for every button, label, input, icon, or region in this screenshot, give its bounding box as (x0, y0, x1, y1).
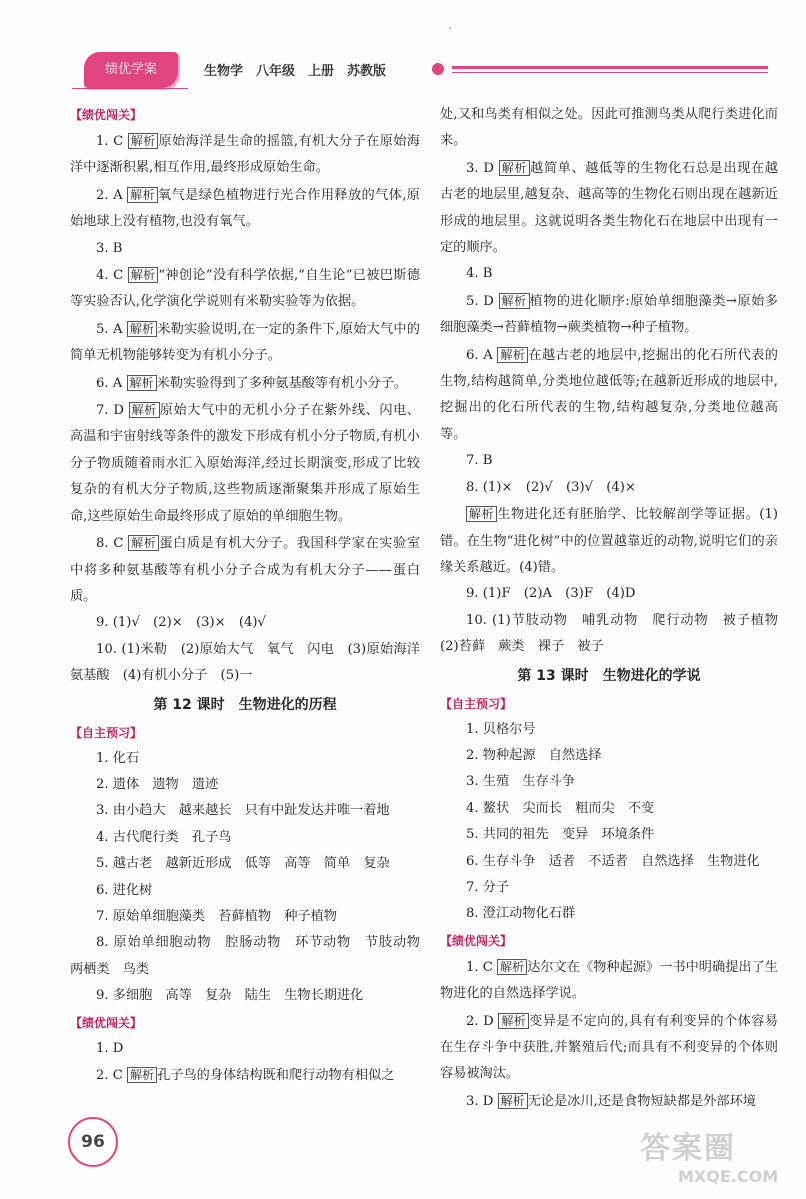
analysis-text: 达尔文在《物种起源》一书中明确提出了生物进化的自然选择学说。 (440, 959, 778, 1002)
analysis-text: “神创论”没有科学依据,“自生论”已被巴斯德等实验否认,化学演化学说则有米勒实验等为依据。 (70, 268, 420, 310)
answer-item: 4. 鳌状 尖而长 粗而尖 不变 (466, 800, 655, 816)
answer-item: 5. 共同的祖先 变异 环境条件 (466, 827, 655, 843)
answer-item: 9. (1)F (2)A (3)F (4)D (466, 586, 636, 602)
answer-item (440, 954, 778, 1008)
answer-number: 8. C (96, 536, 124, 552)
answer-item: 8. 澄江动物化石群 (466, 906, 576, 922)
answer-item (440, 288, 778, 342)
analysis-text: 米勒实验说明,在一定的条件下,原始大气中的简单无机物能够转变为有机小分子。 (70, 321, 420, 364)
answer-item: 8. 原始单细胞动物 腔肠动物 环节动物 节肢动物 两栖类 鸟类 (70, 935, 434, 977)
answer-item: 5. 越古老 越新近形成 低等 高等 简单 复杂 (96, 856, 390, 872)
header-dot-icon (432, 63, 444, 75)
answer-item: 10. (1)米勒 (2)原始大气 氧气 闪电 (3)原始海洋 氨基酸 (4)有机小分子 (5)一 (70, 641, 434, 684)
answer-number: 2. A (96, 187, 123, 203)
left-column (70, 102, 434, 1089)
answer-item (70, 370, 420, 397)
analysis-label: 解析 (498, 1013, 529, 1029)
answer-number: 2. D (466, 1013, 494, 1029)
answer-item (440, 1088, 778, 1115)
answer-item: 9. 多细胞 高等 复杂 陆生 生物长期进化 (96, 988, 364, 1004)
watermark-logo (640, 1130, 780, 1190)
answer-item: 2. 遗体 遗物 遗迹 (96, 776, 219, 792)
answer-item (440, 155, 778, 262)
watermark-url: MXQE.COM (678, 1167, 779, 1186)
answer-number: 3. D (466, 160, 494, 176)
analysis-label: 解析 (497, 347, 528, 363)
analysis-text: 原始海洋是生命的摇篮,有机大分子在原始海洋中逐渐积累,相互作用,最终形成原始生命。 (70, 134, 420, 176)
header-rule (452, 66, 768, 69)
section-tag: 【自主预习】 (70, 725, 143, 740)
answer-continued: 处,又和鸟类有相似之处。因此可推测鸟类从爬行类进化而来。 (440, 107, 778, 149)
analysis-label: 解析 (129, 402, 160, 418)
analysis-label: 解析 (466, 506, 497, 522)
lesson-title: 第 12 课时 生物进化的历程 (153, 696, 337, 713)
analysis-label: 解析 (127, 1067, 157, 1083)
lesson-title: 第 13 课时 生物进化的学说 (517, 667, 701, 684)
answer-item: 3. B (96, 240, 123, 256)
answer-item: 7. 原始单细胞藻类 苔藓植物 种子植物 (96, 908, 337, 924)
answer-number: 1. C (96, 134, 124, 149)
answer-number: 6. A (466, 347, 493, 363)
answer-item: 1. D (96, 1040, 124, 1056)
answer-item (70, 1062, 420, 1089)
section-tag: 【自主预习】 (440, 696, 513, 711)
answer-item: 8. (1)× (2)√ (3)√ (4)× (466, 479, 636, 495)
scan-mark: ` (448, 28, 453, 39)
answer-item: 6. 生存斗争 适者 不适者 自然选择 生物进化 (466, 853, 760, 869)
analysis-label: 解析 (128, 133, 159, 149)
analysis-label: 解析 (498, 1093, 528, 1109)
answer-item: 6. 进化树 (96, 882, 153, 898)
answer-item: 1. 贝格尔号 (466, 721, 536, 737)
answer-item (70, 182, 420, 236)
answer-number: 1. C (466, 959, 493, 975)
analysis-label: 解析 (128, 535, 159, 551)
analysis-label: 解析 (497, 959, 527, 975)
answer-item (440, 342, 778, 449)
answer-number: 5. D (466, 293, 494, 309)
answer-item (70, 262, 420, 316)
answer-item (70, 397, 420, 530)
analysis-label: 解析 (127, 321, 157, 337)
answer-item (70, 316, 420, 370)
page-header (0, 0, 806, 100)
answer-item (440, 1008, 778, 1088)
answer-number: 3. D (466, 1093, 494, 1109)
analysis-label: 解析 (499, 293, 530, 309)
analysis-label: 解析 (499, 160, 530, 176)
answer-item: 1. 化石 (96, 750, 140, 766)
answer-item: 4. 古代爬行类 孔子鸟 (96, 829, 232, 845)
answer-number: 5. A (96, 321, 123, 337)
analysis-label: 解析 (127, 375, 157, 391)
section-tag: 【绩优闯关】 (70, 108, 143, 122)
right-column (440, 102, 792, 1115)
analysis-text: 蛋白质是有机大分子。我国科学家在实验室中将多种氨基酸等有机小分子合成为有机大分子——蛋白质。 (70, 536, 420, 604)
answer-item: 3. 生殖 生存斗争 (466, 774, 576, 790)
answer-number: 6. A (96, 375, 123, 391)
section-tag: 【绩优闯关】 (440, 933, 513, 948)
page-number: 96 (68, 1117, 118, 1167)
section-tag: 【绩优闯关】 (70, 1015, 143, 1030)
answer-item (70, 128, 420, 182)
answer-item: 7. 分子 (466, 879, 510, 895)
answer-item: 7. B (466, 453, 493, 469)
analysis-text: 米勒实验得到了多种氨基酸等有机小分子。 (156, 375, 408, 391)
brand-underline (72, 88, 188, 89)
analysis-label: 解析 (127, 187, 158, 203)
answer-number: 4. C (96, 268, 124, 284)
answer-item: 3. 由小趋大 越来越长 只有中趾发达并唯一着地 (96, 803, 390, 819)
answer-item: 9. (1)√ (2)× (3)× (4)√ (96, 615, 266, 631)
answer-number: 2. C (96, 1068, 123, 1083)
watermark-text: 答案圈 (640, 1131, 736, 1166)
brand-badge: 绩优学案 (84, 52, 178, 88)
analysis-text: 植物的进化顺序:原始单细胞藻类→原始多细胞藻类→苔藓植物→蕨类植物→种子植物。 (440, 293, 778, 336)
answer-item: 2. 物种起源 自然选择 (466, 747, 602, 763)
answer-item: 4. B (466, 266, 493, 282)
book-info: 生物学 八年级 上册 苏教版 (204, 64, 387, 79)
analysis-text: 无论是冰川,还是食物短缺都是外部环境 (527, 1093, 756, 1109)
analysis-text: 原始大气中的无机小分子在紫外线、闪电、高温和宇宙射线等条件的激发下形成有机小分子物质,有机小分子物质随着雨水汇入原始海洋,经过长期演变,形成了比较复杂的有机大分子物质,这些物质逐渐聚集并形成了原始生命,这些原始生命最终形成了原始的单细胞生物。 (70, 403, 420, 524)
analysis-text: 氧气是绿色植物进行光合作用释放的气体,原始地球上没有植物,也没有氧气。 (70, 187, 420, 230)
header-rule-thin (452, 72, 768, 73)
analysis-label: 解析 (128, 267, 159, 283)
answer-item (70, 530, 420, 610)
analysis-text: 变异是不定向的,具有有利变异的个体容易在生存斗争中获胜,并繁殖后代;而具有不利变异的个体则容易被淘汰。 (440, 1013, 778, 1082)
analysis-text: 生物进化还有胚胎学、比较解剖学等证据。(1)错。在生物“进化树”中的位置越靠近的动物,说明它们的亲缘关系越近。(4)错。 (440, 507, 778, 575)
analysis-text: 孔子鸟的身体结构既和爬行动物有相似之 (157, 1068, 395, 1083)
analysis-text: 在越古老的地层中,挖掘出的化石所代表的生物,结构越简单,分类地位越低等;在越新近形成的地层中,挖掘出的化石所代表的生物,结构越复杂,分类地位越高等。 (440, 347, 778, 442)
analysis-text: 越简单、越低等的生物化石总是出现在越古老的地层里,越复杂、越高等的生物化石则出现在越新近形成的地层里。这就说明各类生物化石在地层中出现有一定的顺序。 (440, 160, 778, 256)
answer-item: 10. (1)节肢动物 哺乳动物 爬行动物 被子植物 (2)苔藓 蕨类 裸子 被子 (440, 612, 792, 655)
answer-number: 7. D (96, 403, 124, 419)
answer-note (440, 501, 778, 581)
